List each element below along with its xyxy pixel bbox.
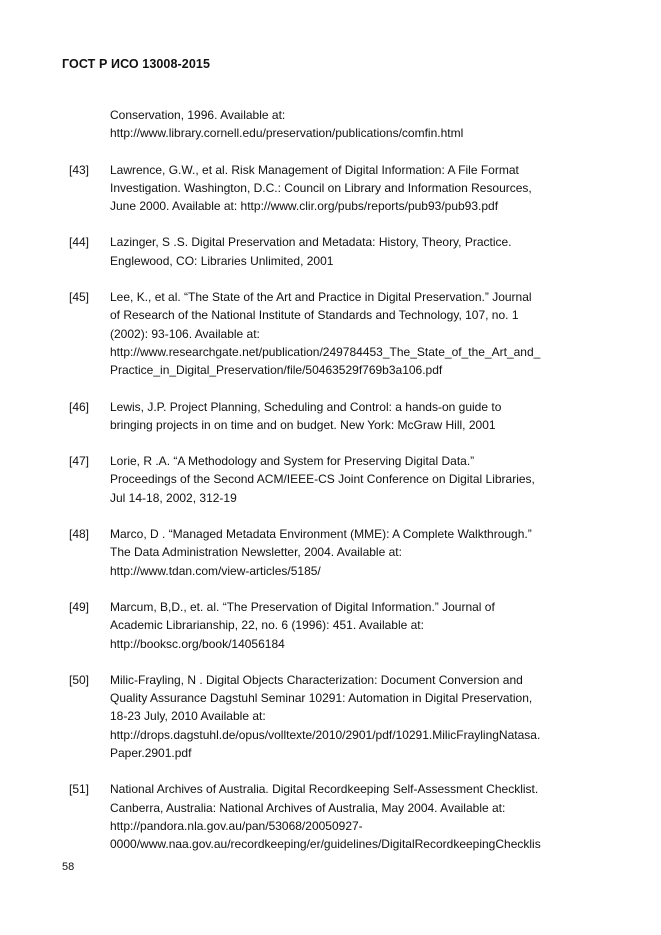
reference-entry: [62, 780, 602, 853]
reference-entry: [62, 452, 602, 507]
reference-number: [46]: [69, 399, 90, 414]
reference-text: National Archives of Australia. Digital Recordkeeping Self-Assessment Checklist. Canberra, Australia: National Archives of Australia, May 2004. Available at: http://pandora.nla.gov.au/pan/53068/20050927- 0000/www.naa.gov.au/recordkeeping/er/guidelines/DigitalRecordkeepingChecklis: [110, 782, 541, 852]
reference-list: [62, 106, 602, 872]
reference-text: Lawrence, G.W., et al. Risk Management of Digital Information: A File Format Investigation. Washington, D.C.: Council on Library and Information Resources, June 2000. Available at: http://www.clir.org/pubs/reports/pub93/pub93.pdf: [110, 162, 532, 214]
reference-entry: [62, 233, 602, 270]
reference-entry: [62, 106, 602, 143]
reference-entry: [62, 288, 602, 379]
reference-text: Marcum, B,D., et. al. “The Preservation of Digital Information.” Journal of Academic Librarianship, 22, no. 6 (1996): 451. Available at: http://booksc.org/book/14056184: [110, 599, 495, 651]
reference-text: Lazinger, S .S. Digital Preservation and Metadata: History, Theory, Practice. Englewood, CO: Libraries Unlimited, 2001: [110, 235, 512, 268]
reference-number: [45]: [69, 290, 90, 305]
reference-entry: [62, 525, 602, 580]
reference-number: [50]: [69, 672, 90, 687]
reference-number: [47]: [69, 454, 90, 469]
reference-number: [49]: [69, 599, 90, 614]
reference-entry: [62, 161, 602, 216]
reference-text: Lewis, J.P. Project Planning, Scheduling and Control: a hands-on guide to bringing projects in on time and on budget. New York: McGraw Hill, 2001: [110, 399, 502, 432]
reference-text: Marco, D . “Managed Metadata Environment (MME): A Complete Walkthrough.” The Data Administration Newsletter, 2004. Available at: http://www.tdan.com/view-articles/5185/: [110, 527, 532, 578]
reference-number: [51]: [69, 782, 90, 797]
reference-number: [43]: [69, 162, 90, 177]
reference-entry: [62, 398, 602, 435]
reference-entry: [62, 671, 602, 762]
reference-number: [44]: [69, 235, 90, 250]
reference-text: Milic-Frayling, N . Digital Objects Characterization: Document Conversion and Quality Assurance Dagstuhl Seminar 10291: Automation in Digital Preservation, 18-23 July, 2010 Available at: http://drops.dagstuhl.de/opus/volltexte/2010/2901/pdf/10291.MilicFraylingNatasa. Paper.2901.pdf: [110, 672, 541, 761]
reference-number: [62, 106, 110, 143]
reference-entry: [62, 598, 602, 653]
reference-text: Lee, K., et al. “The State of the Art and Practice in Digital Preservation.” Journal of Research of the National Institute of Standards and Technology, 107, no. 1 (2002): 93-106. Available at: http://www.researchgate.net/publication/249784453_The_State_of_the_Art_and_ Practice_in_Digital_Preservation/file/50463529f769b3a106.pdf: [110, 290, 541, 378]
page-number: 58: [62, 861, 75, 873]
reference-number: [48]: [69, 527, 90, 542]
reference-text: Lorie, R .A. “A Methodology and System for Preserving Digital Data.” Proceedings of the Second ACM/IEEE-CS Joint Conference on Digital Libraries, Jul 14-18, 2002, 312-19: [110, 454, 535, 505]
document-header: ГОСТ Р ИСО 13008-2015: [62, 57, 211, 71]
reference-text: Conservation, 1996. Available at: http://www.library.cornell.edu/preservation/publications/comfin.html: [110, 108, 464, 141]
